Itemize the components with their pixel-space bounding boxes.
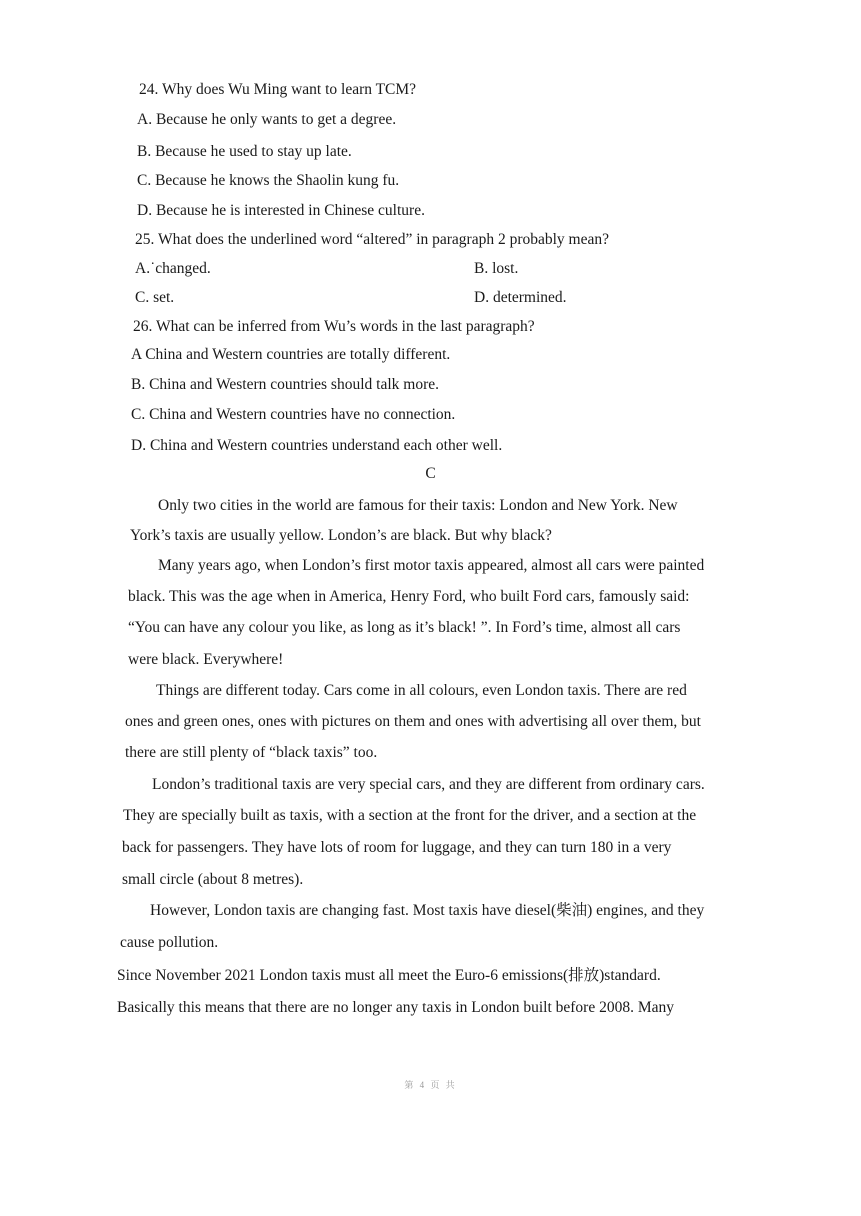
passage-line: London’s traditional taxis are very special cars, and they are different from ordinary cars. xyxy=(152,776,705,793)
passage-line: cause pollution. xyxy=(120,934,219,951)
option-d: D. China and Western countries understand each other well. xyxy=(131,437,503,454)
passage-line: black. This was the age when in America, Henry Ford, who built Ford cars, famously said: xyxy=(128,588,690,605)
option-d: D. determined. xyxy=(474,289,567,306)
option-b: B. Because he used to stay up late. xyxy=(137,143,352,160)
question-stem: 25. What does the underlined word “altered” in paragraph 2 probably mean? xyxy=(135,231,610,248)
passage-line: They are specially built as taxis, with a section at the front for the driver, and a section at the xyxy=(123,807,697,824)
option-b: B. lost. xyxy=(474,260,519,277)
passage-line: “You can have any colour you like, as long as it’s black! ”. In Ford’s time, almost all cars xyxy=(128,619,681,636)
option-a: A. Because he only wants to get a degree. xyxy=(137,111,397,128)
section-heading: C xyxy=(425,465,436,482)
passage-line: York’s taxis are usually yellow. London’s are black. But why black? xyxy=(130,527,552,544)
passage-line: Things are different today. Cars come in all colours, even London taxis. There are red xyxy=(156,682,687,699)
option-a: A.˙changed. xyxy=(135,260,211,277)
passage-line: ones and green ones, ones with pictures on them and ones with advertising all over them, but xyxy=(125,713,701,730)
passage-line: Only two cities in the world are famous for their taxis: London and New York. New xyxy=(158,497,678,514)
option-c: C. set. xyxy=(135,289,175,306)
option-c: C. Because he knows the Shaolin kung fu. xyxy=(137,172,400,189)
passage-line: Many years ago, when London’s first motor taxis appeared, almost all cars were painted xyxy=(158,557,705,574)
passage-line: However, London taxis are changing fast. Most taxis have diesel(柴油) engines, and they xyxy=(150,902,705,919)
option-c: C. China and Western countries have no connection. xyxy=(131,406,456,423)
passage-line: back for passengers. They have lots of room for luggage, and they can turn 180 in a very xyxy=(122,839,672,856)
passage-line: Basically this means that there are no longer any taxis in London built before 2008. Many xyxy=(117,999,675,1016)
passage-line: there are still plenty of “black taxis” too. xyxy=(125,744,378,761)
question-stem: 26. What can be inferred from Wu’s words in the last paragraph? xyxy=(133,318,535,335)
question-stem: 24. Why does Wu Ming want to learn TCM? xyxy=(139,81,417,98)
page-footer: 第 4 页 共 xyxy=(404,1080,457,1090)
option-b: B. China and Western countries should talk more. xyxy=(131,376,439,393)
passage-line: were black. Everywhere! xyxy=(128,651,284,668)
passage-line: small circle (about 8 metres). xyxy=(122,871,304,888)
passage-line: Since November 2021 London taxis must all meet the Euro-6 emissions(排放)standard. xyxy=(117,967,661,984)
option-d: D. Because he is interested in Chinese culture. xyxy=(137,202,425,219)
option-a: A China and Western countries are totally different. xyxy=(131,346,451,363)
